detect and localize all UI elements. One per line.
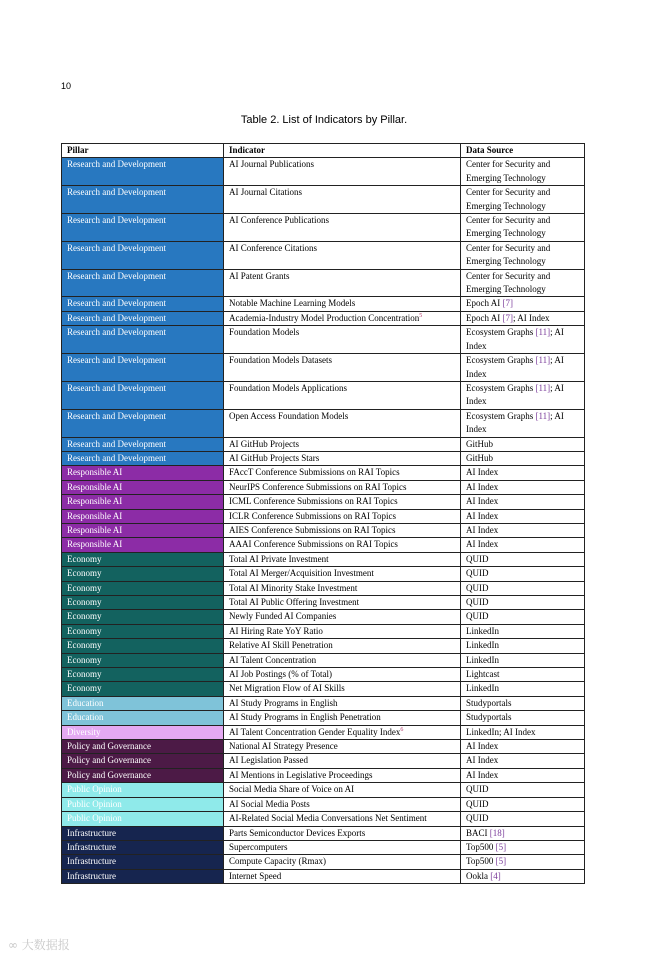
source-text: BACI (466, 827, 490, 838)
source-cell (461, 409, 585, 437)
pillar-cell: Research and Development (62, 297, 224, 311)
table-row (62, 538, 585, 552)
indicator-cell (224, 241, 461, 269)
source-cell (461, 437, 585, 451)
table-header-row (62, 144, 585, 158)
source-cell (461, 610, 585, 624)
header-data-source: Data Source (461, 144, 585, 158)
source-text: AI Index (466, 755, 499, 766)
source-cell (461, 214, 585, 242)
indicator-text: NeurIPS Conference Submissions on RAI Topics (229, 481, 407, 492)
indicator-cell (224, 696, 461, 710)
indicator-text: AI GitHub Projects Stars (229, 452, 320, 463)
source-text: QUID (466, 597, 489, 607)
source-text: QUID (466, 568, 489, 579)
indicator-cell (224, 610, 461, 624)
source-cell (461, 725, 585, 739)
indicator-text: Internet Speed (229, 870, 282, 881)
citation-link[interactable]: [5] (495, 856, 507, 867)
table-row (62, 725, 585, 739)
citation-link[interactable]: [11] (535, 355, 551, 366)
indicator-text: Social Media Share of Voice on AI (229, 784, 355, 795)
indicator-cell (224, 653, 461, 667)
source-text: GitHub (466, 438, 493, 449)
source-text: GitHub (466, 452, 493, 463)
indicator-cell (224, 826, 461, 840)
indicator-cell (224, 354, 461, 382)
indicator-text: AI-Related Social Media Conversations Net Sentiment (229, 813, 427, 824)
indicator-text: National AI Strategy Presence (229, 741, 338, 752)
table-row (62, 581, 585, 595)
source-cell (461, 855, 585, 869)
source-text: AI Index (466, 510, 499, 521)
footnote-marker[interactable]: 6 (400, 726, 404, 733)
indicator-text: FAccT Conference Submissions on RAI Topics (229, 467, 400, 478)
indicator-cell (224, 326, 461, 354)
indicator-text: AIES Conference Submissions on RAI Topics (229, 524, 396, 535)
indicator-text: Total AI Merger/Acquisition Investment (229, 568, 374, 579)
source-text: Center for Security and Emerging Technology (466, 159, 551, 183)
table-row (62, 409, 585, 437)
indicator-cell (224, 668, 461, 682)
indicator-text: AI Mentions in Legislative Proceedings (229, 769, 373, 780)
source-cell (461, 381, 585, 409)
table-row (62, 797, 585, 811)
table-row (62, 269, 585, 297)
table-row (62, 326, 585, 354)
pillar-cell: Research and Development (62, 437, 224, 451)
source-suffix: ; AI Index (466, 327, 564, 351)
indicator-cell (224, 509, 461, 523)
indicator-cell (224, 158, 461, 186)
table-row (62, 214, 585, 242)
source-text: Studyportals (466, 697, 512, 708)
source-cell (461, 451, 585, 465)
table-row (62, 297, 585, 311)
source-cell (461, 495, 585, 509)
table-row (62, 826, 585, 840)
pillar-cell: Economy (62, 581, 224, 595)
pillar-cell: Responsible AI (62, 495, 224, 509)
source-text: Top500 (466, 856, 496, 867)
table-row (62, 696, 585, 710)
source-cell (461, 869, 585, 883)
indicator-cell (224, 855, 461, 869)
table-row (62, 354, 585, 382)
pillar-cell: Policy and Governance (62, 754, 224, 768)
indicator-cell (224, 214, 461, 242)
table-row (62, 552, 585, 566)
indicator-text: AI Job Postings (% of Total) (229, 669, 332, 680)
source-text: Ecosystem Graphs (466, 382, 536, 393)
source-cell (461, 241, 585, 269)
indicators-table (61, 143, 585, 884)
pillar-cell: Public Opinion (62, 812, 224, 826)
pillar-cell: Policy and Governance (62, 768, 224, 782)
source-text: AI Index (466, 539, 499, 550)
pillar-cell: Economy (62, 624, 224, 638)
source-text: Center for Security and Emerging Technology (466, 215, 551, 239)
source-text: AI Index (466, 769, 499, 780)
citation-link[interactable]: [5] (495, 841, 507, 852)
source-text: LinkedIn; AI Index (466, 726, 536, 737)
source-text: QUID (466, 798, 489, 809)
source-cell (461, 740, 585, 754)
pillar-cell: Economy (62, 668, 224, 682)
source-suffix: ; AI Index (466, 410, 564, 435)
pillar-cell: Research and Development (62, 241, 224, 269)
source-cell (461, 826, 585, 840)
footnote-marker[interactable]: 5 (419, 312, 423, 319)
indicator-text: Net Migration Flow of AI Skills (229, 683, 345, 694)
source-cell (461, 639, 585, 653)
indicator-cell (224, 624, 461, 638)
source-text: Ecosystem Graphs (466, 327, 536, 338)
source-text: Center for Security and Emerging Technology (466, 270, 551, 295)
pillar-cell: Diversity (62, 725, 224, 739)
indicator-cell (224, 754, 461, 768)
pillar-cell: Research and Development (62, 158, 224, 186)
table-row (62, 768, 585, 782)
indicator-text: AI Conference Citations (229, 242, 317, 253)
indicator-cell (224, 466, 461, 480)
source-cell (461, 783, 585, 797)
source-cell (461, 158, 585, 186)
source-text: QUID (466, 611, 489, 622)
indicator-cell (224, 552, 461, 566)
source-cell (461, 653, 585, 667)
table-row (62, 639, 585, 653)
indicator-cell (224, 869, 461, 883)
citation-link[interactable]: [11] (535, 327, 551, 338)
indicator-text: Relative AI Skill Penetration (229, 640, 333, 651)
source-cell (461, 186, 585, 214)
table-row (62, 437, 585, 451)
table-row (62, 241, 585, 269)
source-cell (461, 523, 585, 537)
source-text: AI Index (466, 467, 499, 478)
indicator-text: ICML Conference Submissions on RAI Topics (229, 496, 398, 507)
table-row (62, 451, 585, 465)
indicator-text: Parts Semiconductor Devices Exports (229, 827, 366, 838)
source-text: Center for Security and Emerging Technology (466, 187, 551, 211)
source-suffix: ; AI Index (466, 382, 564, 407)
indicator-cell (224, 768, 461, 782)
indicator-text: AI Talent Concentration (229, 654, 317, 665)
pillar-cell: Economy (62, 682, 224, 696)
pillar-cell: Research and Development (62, 409, 224, 437)
source-text: LinkedIn (466, 640, 499, 651)
citation-link[interactable]: [7] (502, 312, 513, 323)
table-row (62, 855, 585, 869)
indicator-text: AI Social Media Posts (229, 798, 310, 809)
source-text: LinkedIn (466, 625, 499, 636)
source-text: Ookla (466, 870, 491, 881)
pillar-cell: Research and Development (62, 311, 224, 325)
source-cell (461, 311, 585, 325)
table-row (62, 381, 585, 409)
indicator-cell (224, 311, 461, 325)
pillar-cell: Economy (62, 596, 224, 610)
pillar-cell: Infrastructure (62, 855, 224, 869)
indicator-cell (224, 186, 461, 214)
source-cell (461, 567, 585, 581)
table-caption: Table 2. List of Indicators by Pillar. (240, 114, 408, 126)
table-row (62, 668, 585, 682)
indicator-cell (224, 740, 461, 754)
indicator-text: Academia-Industry Model Production Concentration (229, 312, 420, 323)
source-cell (461, 466, 585, 480)
source-suffix: ; AI Index (513, 312, 550, 323)
source-cell (461, 812, 585, 826)
indicator-text: AAAI Conference Submissions on RAI Topics (229, 539, 398, 550)
pillar-cell: Responsible AI (62, 480, 224, 494)
table-row (62, 158, 585, 186)
table-row (62, 711, 585, 725)
pillar-cell: Research and Development (62, 269, 224, 297)
citation-link[interactable]: [11] (535, 410, 551, 421)
header-indicator: Indicator (224, 144, 461, 158)
source-text: Top500 (466, 841, 496, 852)
source-text: AI Index (466, 741, 499, 752)
pillar-cell: Infrastructure (62, 826, 224, 840)
source-text: LinkedIn (466, 683, 499, 694)
table-row (62, 311, 585, 325)
table-row (62, 754, 585, 768)
table-row (62, 495, 585, 509)
source-text: Epoch AI (466, 298, 503, 309)
pillar-cell: Research and Development (62, 354, 224, 382)
pillar-cell: Research and Development (62, 214, 224, 242)
source-cell (461, 768, 585, 782)
source-text: QUID (466, 813, 489, 824)
pillar-cell: Research and Development (62, 381, 224, 409)
indicator-text: AI Hiring Rate YoY Ratio (229, 625, 323, 636)
watermark: ∞ 大数据报 (8, 938, 70, 952)
indicator-text: AI Journal Citations (229, 187, 302, 198)
source-cell (461, 797, 585, 811)
source-cell (461, 354, 585, 382)
indicator-cell (224, 639, 461, 653)
indicator-text: Foundation Models Datasets (229, 355, 332, 366)
source-text: LinkedIn (466, 654, 499, 665)
source-text: QUID (466, 553, 489, 564)
indicator-cell (224, 797, 461, 811)
source-cell (461, 581, 585, 595)
indicator-cell (224, 495, 461, 509)
indicator-text: Supercomputers (229, 841, 288, 852)
table-row (62, 509, 585, 523)
indicator-cell (224, 596, 461, 610)
indicator-text: Total AI Public Offering Investment (229, 597, 360, 607)
source-cell (461, 297, 585, 311)
pillar-cell: Responsible AI (62, 538, 224, 552)
source-text: Center for Security and Emerging Technology (466, 242, 551, 267)
indicator-text: AI Study Programs in English (229, 697, 338, 708)
source-cell (461, 269, 585, 297)
source-text: AI Index (466, 524, 499, 535)
indicator-text: Foundation Models (229, 327, 300, 338)
source-cell (461, 509, 585, 523)
pillar-cell: Infrastructure (62, 840, 224, 854)
pillar-cell: Infrastructure (62, 869, 224, 883)
table-row (62, 740, 585, 754)
pillar-cell: Economy (62, 567, 224, 581)
indicator-cell (224, 840, 461, 854)
indicator-text: Notable Machine Learning Models (229, 298, 356, 309)
source-text: Lightcast (466, 669, 500, 680)
pillar-cell: Policy and Governance (62, 740, 224, 754)
pillar-cell: Economy (62, 610, 224, 624)
indicator-cell (224, 451, 461, 465)
indicator-text: Open Access Foundation Models (229, 410, 349, 421)
indicator-cell (224, 682, 461, 696)
indicator-cell (224, 269, 461, 297)
indicator-text: AI Patent Grants (229, 270, 290, 281)
indicator-text: Compute Capacity (Rmax) (229, 856, 326, 867)
indicator-cell (224, 409, 461, 437)
pillar-cell: Research and Development (62, 326, 224, 354)
source-cell (461, 668, 585, 682)
indicator-cell (224, 538, 461, 552)
table-row (62, 653, 585, 667)
indicator-text: AI Legislation Passed (229, 755, 308, 766)
header-pillar: Pillar (62, 144, 224, 158)
table-row (62, 466, 585, 480)
pillar-cell: Economy (62, 552, 224, 566)
table-row (62, 869, 585, 883)
source-cell (461, 596, 585, 610)
indicator-cell (224, 567, 461, 581)
source-cell (461, 326, 585, 354)
source-cell (461, 711, 585, 725)
source-cell (461, 538, 585, 552)
table-row (62, 186, 585, 214)
indicator-text: AI Conference Publications (229, 215, 329, 226)
table-row (62, 596, 585, 610)
pillar-cell: Public Opinion (62, 797, 224, 811)
table-row (62, 812, 585, 826)
indicator-cell (224, 725, 461, 739)
source-text: Studyportals (466, 712, 512, 723)
citation-link[interactable]: [18] (489, 827, 505, 838)
table-row (62, 480, 585, 494)
pillar-cell: Public Opinion (62, 783, 224, 797)
source-cell (461, 840, 585, 854)
indicator-text: Total AI Minority Stake Investment (229, 582, 358, 593)
pillar-cell: Economy (62, 639, 224, 653)
indicator-cell (224, 711, 461, 725)
indicator-text: AI Talent Concentration Gender Equality Index (229, 726, 401, 737)
table-row (62, 523, 585, 537)
citation-link[interactable]: [4] (490, 870, 501, 881)
source-cell (461, 696, 585, 710)
indicator-text: Newly Funded AI Companies (229, 611, 337, 622)
table-row (62, 610, 585, 624)
source-text: QUID (466, 582, 489, 593)
pillar-cell: Responsible AI (62, 509, 224, 523)
indicator-text: ICLR Conference Submissions on RAI Topics (229, 510, 396, 521)
indicator-cell (224, 437, 461, 451)
indicator-cell (224, 480, 461, 494)
indicator-cell (224, 381, 461, 409)
citation-link[interactable]: [11] (535, 382, 551, 393)
source-text: Ecosystem Graphs (466, 355, 536, 366)
source-cell (461, 480, 585, 494)
indicator-text: AI GitHub Projects (229, 438, 299, 449)
indicator-cell (224, 812, 461, 826)
indicator-cell (224, 297, 461, 311)
table-body (62, 158, 585, 884)
pillar-cell: Education (62, 711, 224, 725)
pillar-cell: Economy (62, 653, 224, 667)
table-row (62, 567, 585, 581)
page-number: 10 (61, 81, 72, 91)
source-suffix: ; AI Index (466, 355, 564, 379)
source-cell (461, 552, 585, 566)
source-text: Ecosystem Graphs (466, 410, 536, 421)
source-cell (461, 624, 585, 638)
table-row (62, 840, 585, 854)
indicator-cell (224, 581, 461, 595)
source-cell (461, 754, 585, 768)
indicator-cell (224, 523, 461, 537)
pillar-cell: Education (62, 696, 224, 710)
table-row (62, 624, 585, 638)
source-text: Epoch AI (466, 312, 503, 323)
indicator-text: AI Study Programs in English Penetration (229, 712, 381, 723)
citation-link[interactable]: [7] (502, 298, 513, 309)
indicator-text: Total AI Private Investment (229, 553, 329, 564)
pillar-cell: Research and Development (62, 451, 224, 465)
table-row (62, 682, 585, 696)
pillar-cell: Responsible AI (62, 466, 224, 480)
source-text: QUID (466, 784, 489, 795)
pillar-cell: Responsible AI (62, 523, 224, 537)
indicator-cell (224, 783, 461, 797)
source-text: AI Index (466, 496, 499, 507)
table-row (62, 783, 585, 797)
pillar-cell: Research and Development (62, 186, 224, 214)
indicator-text: Foundation Models Applications (229, 382, 347, 393)
indicator-text: AI Journal Publications (229, 159, 314, 170)
source-text: AI Index (466, 481, 499, 492)
source-cell (461, 682, 585, 696)
